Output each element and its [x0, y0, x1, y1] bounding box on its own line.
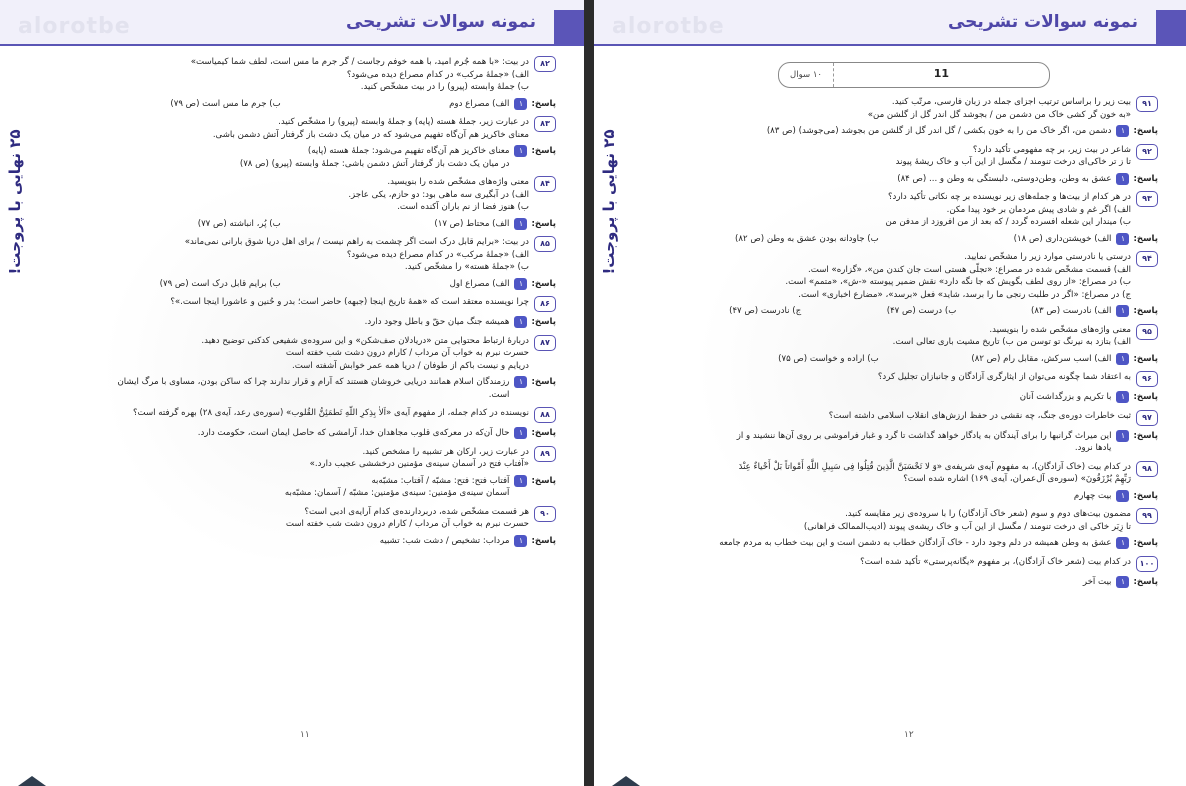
answer-line: آسمان سینه‌ی مؤمنین: سینه‌ی مؤمنین: مشبّه / آسمان: مشبّه‌به: [284, 488, 510, 498]
answer-columns: [646, 233, 1111, 246]
answer-label: پاسخ:: [1133, 353, 1158, 364]
score-badge: ۱: [1116, 576, 1129, 588]
answer-label: پاسخ:: [531, 475, 556, 486]
answer-label: پاسخ:: [1133, 392, 1158, 402]
answer-text: [52, 98, 509, 111]
answer-label: پاسخ:: [531, 98, 556, 109]
question-number: ۸۴: [534, 176, 556, 192]
question-line: «به خون گر کشی خاک من دشمن من / بجوشد گل اندر گل از گلشن من»: [867, 109, 1131, 120]
question-text: [52, 236, 529, 274]
answer-line: مرداب: تشخیص / دشت شب: تشبیه: [379, 535, 510, 546]
answer-label: پاسخ:: [1133, 126, 1158, 136]
answer-text: [646, 537, 1111, 550]
answer-label: پاسخ:: [1133, 233, 1158, 244]
header-watermark: alorotbe: [612, 14, 725, 39]
score-badge: ۱: [1116, 305, 1129, 317]
answer-text: [646, 173, 1111, 186]
question-line: نویسنده در کدام جمله، از مفهوم آیه‌ی «اَلاٰ بِذِکرِ اللّهِ تَطمَئِنُّ القُلوب» (سوره‌ی رعد، آیه‌ی ۲۸) بهره گرفته است؟: [132, 408, 529, 418]
answer-part: ب) درست (ص ۴۷): [886, 306, 957, 316]
question-item: [646, 508, 1158, 533]
header-tab-marker: [1156, 10, 1186, 46]
score-badge: ۱: [514, 427, 527, 439]
question-line: معنی واژه‌های مشخّص شده را بنویسید.: [989, 324, 1131, 335]
answer-row: [52, 98, 556, 111]
question-line: در بیت: «با همه جُرم امید، با همه خوفم رجاست / گر جرم ما مس است، لطف شما کیمیاست»: [190, 57, 529, 67]
answer-row: [52, 427, 556, 440]
question-line: تا ز تر خاکی‌ای درخت تنومند / مگسل از این آب و خاک ریشهٔ پیوند: [895, 157, 1131, 167]
answer-text: [646, 125, 1111, 138]
answer-row: [646, 125, 1158, 138]
question-text: [646, 410, 1131, 423]
answer-text: [52, 316, 509, 329]
question-item: [646, 556, 1158, 572]
answer-line: بیت چهارم: [1073, 490, 1112, 501]
page-header: [0, 0, 584, 46]
question-number: ۸۵: [534, 236, 556, 252]
answer-part: ب) جرم ما مس است (ص ۷۹): [170, 98, 281, 109]
answer-part: الف) نادرست (ص ۸۳): [1031, 306, 1112, 316]
answer-text: [646, 305, 1111, 318]
answer-text: [646, 233, 1111, 246]
left-page: [0, 0, 584, 786]
answer-text: [52, 278, 509, 291]
question-number: ۹۲: [1136, 144, 1158, 160]
answer-part: ب) اراده و خواست (ص ۷۵): [778, 353, 879, 364]
answer-line: در میان یک دشت باز گرفتار آتش دشمن باشی: جملهٔ وابسته (پیرو) (ص ۷۸): [239, 158, 510, 169]
question-line: به اعتقاد شما چگونه می‌توان از ایثارگری آزادگان و جانبازان تجلیل کرد؟: [877, 372, 1131, 382]
score-badge: ۱: [514, 218, 527, 230]
question-line: «آفتاب فتح در آسمان سینه‌ی مؤمنین درخششی عجیب دارد.»: [309, 459, 529, 469]
question-item: [52, 116, 556, 141]
question-line: ب) در مصراع: «از روی لطف بگویش که جا نگه دارد» نقش ضمیر پیوسته «-ش»، «متمم» است.: [785, 277, 1131, 287]
score-badge: ۱: [1116, 173, 1129, 185]
answer-label: پاسخ:: [1133, 490, 1158, 501]
question-line: الف) بتازد به نیرنگ تو توسن من ب) تاریخ مشیت باری تعالی است.: [892, 337, 1131, 347]
score-badge: ۱: [1116, 430, 1129, 442]
answer-line: است.: [488, 389, 510, 400]
question-text: [52, 446, 529, 471]
question-line: چرا نویسنده معتقد است که «همهٔ تاریخ اینجا (جبهه) حاضر است؛ بدر و حُنین و عاشورا اینجا است.»؟: [170, 297, 529, 307]
score-badge: ۱: [514, 145, 527, 157]
question-number: ۸۲: [534, 56, 556, 72]
answer-text: [52, 535, 509, 548]
corner-mark: [18, 776, 46, 786]
question-item: [52, 296, 556, 312]
question-line: الف) «جملهٔ مرکب» در کدام مصراع دیده می‌شود؟: [346, 249, 529, 260]
question-line: ب) میندار این شعله افسرده گردد / که بعد از من افروزد از مدفن من: [885, 217, 1131, 227]
question-line: در عبارت زیر، ارکان هر تشبیه را مشخص کنید.: [362, 446, 529, 457]
page-title: نمونه سوالات تشریحی: [947, 12, 1138, 32]
answer-part: ب) برایم قابل درک است (ص ۷۹): [159, 278, 281, 289]
question-item: [52, 236, 556, 274]
answer-line: با تکریم و بزرگداشت آنان: [1019, 392, 1112, 402]
answer-label: پاسخ:: [1133, 538, 1158, 548]
answer-label: پاسخ:: [531, 278, 556, 289]
question-item: [52, 446, 556, 471]
answer-row: [52, 475, 556, 500]
answer-text: [52, 376, 509, 401]
page-header: [594, 0, 1186, 46]
question-text: [646, 251, 1131, 301]
page-number: ۱۱: [300, 730, 310, 740]
question-line: الف) قسمت مشخّص شده در مصراع: «تجلّی هستی است جان کندن من»، «گزاره» است.: [808, 264, 1131, 275]
answer-columns: [52, 278, 509, 291]
score-badge: ۱: [1116, 353, 1129, 365]
answer-row: [646, 353, 1158, 366]
answer-row: [52, 316, 556, 329]
answer-part: الف) خویشتن‌داری (ص ۱۸): [1013, 233, 1112, 244]
answer-row: [646, 305, 1158, 318]
answer-text: [52, 218, 509, 231]
question-line: در هر کدام از بیت‌ها و جمله‌های زیر نویسنده بر چه نکاتی تأکید دارد؟: [887, 192, 1131, 202]
answer-line: آفتاب فتح: فتح: مشبّه / آفتاب: مشبّه‌به: [371, 475, 510, 486]
question-line: تا زِبَر خاکی ای درخت تنومند / مگسل از این آب و خاک ریشه‌ی پیوند (ادیب‌الممالک فراهانی): [803, 521, 1131, 532]
question-line: ج) در مصراع: «اگر در طلبت رنجی ما را برسد، شاید» فعل «برسد»، «مضارع اخباری» است.: [798, 289, 1131, 300]
question-item: [52, 335, 556, 373]
question-number: ۹۳: [1136, 191, 1158, 207]
question-text: [52, 506, 529, 531]
score-badge: ۱: [514, 475, 527, 487]
answer-text: [52, 475, 509, 500]
question-text: [646, 191, 1131, 229]
question-line: حسرت نبرم به خواب آن مرداب / کارام درون دشت شب خفته است: [285, 348, 529, 358]
score-badge: ۱: [514, 535, 527, 547]
question-line: دربارهٔ ارتباط محتوایی متن «دریادلان صف‌شکن» و این سروده‌ی شفیعی کدکنی توضیح دهید.: [201, 335, 529, 346]
score-badge: ۱: [1116, 125, 1129, 137]
page-title: نمونه سوالات تشریحی: [345, 12, 536, 32]
question-text: [52, 407, 529, 420]
question-number: ۸۳: [534, 116, 556, 132]
question-text: [646, 461, 1131, 486]
answer-part: الف) مصراع دوم: [449, 98, 510, 109]
answer-label: پاسخ:: [1133, 306, 1158, 316]
answer-text: [646, 490, 1111, 503]
answer-part: ج) نادرست (ص ۴۷): [729, 306, 802, 316]
page-gutter: [584, 0, 594, 786]
score-badge: ۱: [514, 98, 527, 110]
answer-line: عشق به وطن همیشه در دلم وجود دارد - خاک آزادگان خطاب به دشمن است و این بیت خطاب به مردم جامعه: [719, 538, 1112, 548]
question-item: [52, 407, 556, 423]
question-line: الف) در آبگیری سه ماهی بود: دو حازم، یکی عاجز.: [348, 189, 529, 200]
answer-part: ب) جاودانه بودن عشق به وطن (ص ۸۲): [735, 233, 879, 244]
right-page: [594, 0, 1186, 786]
question-line: در کدام بیت (شعر خاک آزادگان)، بر مفهوم «یگانه‌پرستی» تأکید شده است؟: [860, 556, 1131, 567]
question-text: [52, 116, 529, 141]
answer-columns: [646, 353, 1111, 366]
question-text: [646, 96, 1131, 121]
question-number: ۸۷: [534, 335, 556, 351]
question-number: ۹۱: [1136, 96, 1158, 112]
answer-label: پاسخ:: [531, 317, 556, 327]
question-number: ۸۸: [534, 407, 556, 423]
score-badge: ۱: [1116, 537, 1129, 549]
answer-text: [646, 391, 1111, 404]
question-text: [52, 296, 529, 309]
question-number: ۹۷: [1136, 410, 1158, 426]
answer-line: عشق به وطن، وطن‌دوستی، دلبستگی به وطن و ... (ص ۸۴): [897, 173, 1112, 184]
answer-label: پاسخ:: [531, 428, 556, 438]
question-item: [646, 191, 1158, 229]
question-count-box: [778, 62, 1050, 88]
question-line: رَبِّهِمْ یُرْزَقُونَ» (سوره‌ی آل‌عمران، آیه‌ی ۱۶۹) اشاره شده است؟: [903, 474, 1131, 484]
question-item: [646, 410, 1158, 426]
answer-text: [52, 145, 509, 170]
answer-text: [646, 576, 1111, 589]
question-number: ۹۴: [1136, 251, 1158, 267]
question-line: معنی واژه‌های مشخّص شده را بنویسید.: [387, 177, 529, 187]
score-badge: ۱: [514, 316, 527, 328]
question-number: ۹۵: [1136, 324, 1158, 340]
answer-line: این میراث گرانبها را برای آیندگان به یادگار خواهد گذاشت تا گرد و غبار فراموشی بر روی آن‌ها ننشیند و از: [736, 430, 1112, 441]
answer-line: همیشه جنگ میان حقّ و باطل وجود دارد.: [364, 317, 510, 327]
question-item: [52, 506, 556, 531]
question-line: ب) «جملهٔ هسته» را مشخّص کنید.: [404, 262, 529, 272]
question-line: بیت زیر را براساس ترتیب اجزای جمله در زبان فارسی، مرتّب کنید.: [891, 97, 1131, 107]
question-text: [52, 176, 529, 214]
question-number: ۱۰۰: [1136, 556, 1158, 572]
answer-row: [646, 537, 1158, 550]
score-badge: ۱: [1116, 490, 1129, 502]
question-item: [646, 371, 1158, 387]
answer-row: [646, 233, 1158, 246]
answer-row: [646, 173, 1158, 186]
answer-label: پاسخ:: [531, 218, 556, 229]
answer-label: پاسخ:: [531, 377, 556, 387]
question-line: معنای خاکریز هم آن‌گاه تفهیم می‌شود که در میان یک دشت باز گرفتار آتش دشمن باشی.: [212, 129, 529, 140]
answer-row: [52, 278, 556, 291]
question-line: درستی یا نادرستی موارد زیر را مشخّص نمایید.: [964, 252, 1131, 262]
question-line: ثبت خاطرات دوره‌ی جنگ، چه نقشی در حفظ ارزش‌های انقلاب اسلامی داشته است؟: [828, 410, 1131, 421]
question-text: [52, 335, 529, 373]
corner-mark: [612, 776, 640, 786]
question-number: ۸۹: [534, 446, 556, 462]
question-text: [646, 324, 1131, 349]
questions-list: [646, 96, 1158, 594]
question-line: ب) جملهٔ وابسته (پیرو) را در بیت مشخّص کنید.: [360, 82, 529, 92]
question-count-number: 11: [933, 67, 949, 80]
score-badge: ۱: [1116, 233, 1129, 245]
side-slogan: ۲۵ نهایی با پروجت!: [600, 129, 618, 275]
answer-row: [52, 218, 556, 231]
answer-text: [646, 430, 1111, 455]
questions-list: [52, 56, 556, 553]
question-item: [52, 56, 556, 94]
answer-part: الف) اسب سرکش، مقابل رام (ص ۸۲): [971, 353, 1112, 364]
answer-line: معنای خاکریز هم آن‌گاه تفهیم می‌شود: جملهٔ هسته (پایه): [307, 146, 510, 156]
answer-row: [646, 391, 1158, 404]
answer-part: الف) مصراع اول: [449, 278, 510, 289]
question-number: ۹۸: [1136, 461, 1158, 477]
answer-columns: [646, 305, 1111, 318]
question-number: ۹۹: [1136, 508, 1158, 524]
answer-line: بیت آخر: [1082, 576, 1112, 587]
question-line: دریایم و نیست باکم از طوفان / دریا همه عمر خوابش آشفته است.: [291, 360, 529, 371]
question-text: [646, 556, 1131, 569]
answer-row: [646, 576, 1158, 589]
question-count-label: ۱۰ سوال: [779, 63, 834, 87]
question-text: [646, 508, 1131, 533]
answer-label: پاسخ:: [1133, 173, 1158, 184]
answer-label: پاسخ:: [1133, 430, 1158, 441]
question-line: در عبارت زیر، جملهٔ هسته (پایه) و جملهٔ وابسته (پیرو) را مشخّص کنید.: [278, 117, 529, 127]
answer-line: یادها نرود.: [1074, 443, 1112, 453]
answer-line: دشمن من، اگر خاک من را به خون بکشی / گل اندر گل از گلشن من بجوشد (می‌جوشد) (ص ۸۳): [766, 126, 1112, 136]
question-item: [646, 324, 1158, 349]
answer-line: حال آن‌که در معرکه‌ی قلوب مجاهدان خدا، آرامشی که حاصل ایمان است، حکومت دارد.: [197, 428, 510, 438]
question-line: الف) اگر غم و شادی پیش مردمان بر خود پیدا مکن.: [946, 204, 1131, 215]
answer-label: پاسخ:: [531, 146, 556, 156]
answer-row: [646, 430, 1158, 455]
question-line: مضمون بیت‌های دوم و سوم (شعر خاک آزادگان) را با سروده‌ی زیر مقایسه کنید.: [845, 509, 1131, 519]
score-badge: ۱: [514, 278, 527, 290]
question-text: [646, 144, 1131, 169]
score-badge: ۱: [1116, 391, 1129, 403]
header-watermark: alorotbe: [18, 14, 131, 39]
score-badge: ۱: [514, 376, 527, 388]
answer-row: [52, 376, 556, 401]
answer-row: [52, 145, 556, 170]
header-tab-marker: [554, 10, 584, 46]
question-number: ۹۰: [534, 506, 556, 522]
answer-row: [52, 535, 556, 548]
answer-part: الف) محتاط (ص ۱۷): [434, 218, 510, 229]
question-line: شاعر در بیت زیر، بر چه مفهومی تأکید دارد؟: [972, 144, 1131, 155]
answer-columns: [52, 98, 509, 111]
question-line: حسرت نبرم به خواب آن مرداب / کارام درون دشت شب خفته است: [285, 519, 529, 529]
question-text: [52, 56, 529, 94]
side-slogan: ۲۵ نهایی با پروجت!: [6, 129, 24, 275]
question-line: الف) «جملهٔ مرکب» در کدام مصراع دیده می‌شود؟: [346, 69, 529, 80]
question-line: در بیت: «برایم قابل درک است اگر چشمت به راهم نیست / برای اهل دریا شوق بارانی نمی‌ماند»: [184, 237, 529, 247]
question-number: ۹۶: [1136, 371, 1158, 387]
answer-label: پاسخ:: [531, 535, 556, 546]
question-line: ب) هنوز فضا از نم باران آکنده است.: [397, 202, 529, 212]
answer-text: [646, 353, 1111, 366]
question-item: [52, 176, 556, 214]
question-item: [646, 251, 1158, 301]
question-line: هر قسمت مشخّص شده، دربردارنده‌ی کدام آرایه‌ی ادبی است؟: [304, 506, 529, 517]
page-number: ۱۲: [904, 730, 914, 740]
answer-row: [646, 490, 1158, 503]
question-item: [646, 144, 1158, 169]
question-number: ۸۶: [534, 296, 556, 312]
question-item: [646, 96, 1158, 121]
answer-label: پاسخ:: [1133, 576, 1158, 587]
question-line: در کدام بیت (خاک آزادگان)، به مفهوم آیه‌ی شریفه‌ی «وَ لا تَحْسَبَنَّ الَّذِینَ قُتِلُوا فِی سَبِیلِ اللَّهِ أَمْواتاً بَلْ أَحْیاءٌ عِنْدَ: [738, 461, 1131, 472]
answer-line: رزمندگان اسلام همانند دریایی خروشان هستند که آرام و قرار ندارند چرا که ساکن بودن، مساوی با مرگ ایشان: [117, 377, 510, 387]
answer-columns: [52, 218, 509, 231]
answer-text: [52, 427, 509, 440]
answer-part: ب) پُر، انباشته (ص ۷۷): [197, 218, 281, 229]
question-item: [646, 461, 1158, 486]
question-text: [646, 371, 1131, 384]
